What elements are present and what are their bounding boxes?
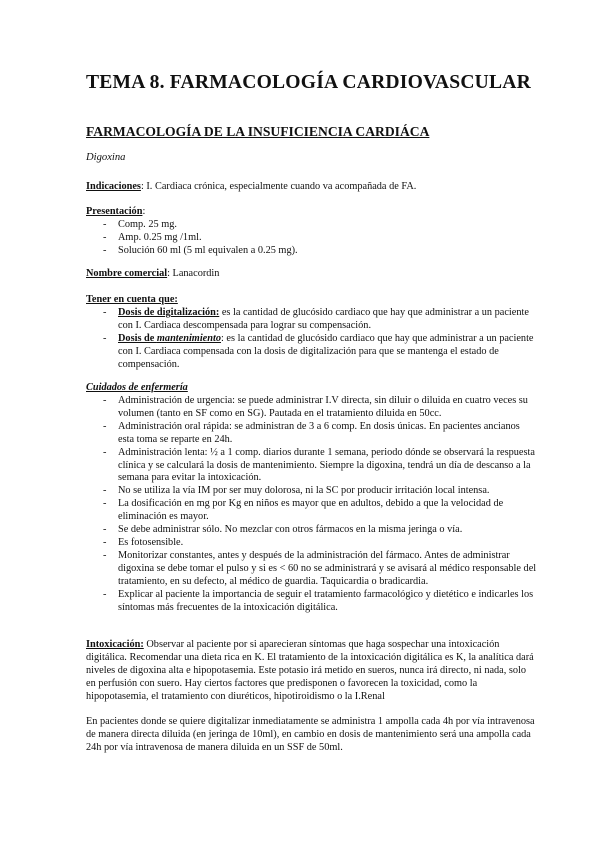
list-item-text: Explicar al paciente la importancia de seguir el tratamiento farmacológico y dietético e indicarles los síntomas más frecuentes de la intoxicación digitálica. bbox=[118, 588, 534, 613]
intoxicacion-label: Intoxicación: bbox=[86, 639, 144, 650]
drug-name: Digoxina bbox=[86, 152, 126, 163]
presentacion-list bbox=[86, 219, 538, 258]
list-item: - Se debe administrar sólo. No mezclar con otros fármacos en la misma jeringa o vía. bbox=[103, 524, 463, 536]
list-item: - Solución 60 ml (5 ml equivalen a 0.25 mg). bbox=[103, 244, 298, 256]
indicaciones-label: Indicaciones bbox=[86, 181, 141, 192]
list-item-text: Solución 60 ml (5 ml equivalen a 0.25 mg). bbox=[118, 244, 298, 256]
cuidados-heading: Cuidados de enfermería bbox=[86, 382, 188, 393]
intoxicacion-text: Observar al paciente por si aparecieran síntomas que haga sospechar una intoxicación digitálica. Recomendar una dieta rica en K. El tratamiento de la intoxicación digitálica es K, la analítica dará niveles de digoxina alta e hipopotasemia. Este potasio irá metido en sueros, nunca irá directo, ni nada, solo en perfusión con suero. Hay ciertos factores que predisponen o favorecen la toxicidad, como la hipopotasemia, el tratamiento con diuréticos, hipotiroidismo o la I.Renal bbox=[86, 639, 534, 702]
tener-list bbox=[86, 307, 538, 372]
list-item-text: es la cantidad de glucósido cardiaco que hay que administrar a un paciente con I. Cardiaca descompensada para lograr su compensación. bbox=[118, 307, 529, 331]
list-item: - Administración de urgencia: se puede administrar I.V directa, sin diluir o diluida en cuatro veces su volumen (tanto en SF como en SG). Pautada en el tratamiento diluida en 50cc. bbox=[103, 395, 528, 419]
term-digitalizacion: Dosis de digitalización: bbox=[118, 307, 220, 318]
list-item: - La dosificación en mg por Kg en niños es mayor que en adultos, debido a que la velocidad de eliminación es mayor. bbox=[103, 498, 504, 523]
presentacion-label: Presentación bbox=[86, 206, 143, 217]
list-item-text: Se debe administrar sólo. No mezclar con otros fármacos en la misma jeringa o vía. bbox=[118, 524, 463, 536]
cuidados-list bbox=[86, 395, 538, 614]
list-item: - Monitorizar constantes, antes y después de la administración del fármaco. Antes de administrar digoxina se debe tomar el pulso y si es < 60 no se administrará y se avisará al médico responsable del tratamiento, en su defecto, al médico de guardia. Taquicardia o bradicardia. bbox=[103, 549, 537, 587]
indicaciones-paragraph bbox=[86, 181, 538, 194]
nombre-text: : Lanacordin bbox=[167, 268, 220, 279]
nombre-paragraph bbox=[86, 268, 538, 281]
list-item-text: Monitorizar constantes, antes y después de la administración del fármaco. Antes de administrar digoxina se debe tomar el pulso y si es < 60 no se administrará y se avisará al médico responsable del tratamiento, en su defecto, al médico de guardia. Taquicardia o bradicardia. bbox=[118, 549, 537, 587]
list-item-text: Administración oral rápida: se administran de 3 a 6 comp. En dosis únicas. En pacientes ancianos esta toma se reparte en 24h. bbox=[118, 420, 520, 445]
list-item-text: Comp. 25 mg. bbox=[118, 219, 177, 230]
list-item-text: Es fotosensible. bbox=[118, 536, 184, 548]
list-item-text: Administración lenta: ½ a 1 comp. diarios durante 1 semana, periodo dónde se observará la respuesta clínica y se calculará la dosis de mantenimiento. Siempre la digoxina, tendrá un día de descanso a la semana para evitar la intoxicación. bbox=[118, 446, 535, 484]
list-item: - Dosis de digitalización: es la cantidad de glucósido cardiaco que hay que administrar a un paciente con I. Cardiaca descompensada para lograr su compensación. bbox=[103, 307, 529, 331]
list-item: - Es fotosensible. bbox=[103, 536, 184, 548]
list-item: - Comp. 25 mg. bbox=[103, 219, 177, 230]
list-item: - Administración oral rápida: se administran de 3 a 6 comp. En dosis únicas. En pacientes ancianos esta toma se reparte en 24h. bbox=[103, 420, 520, 445]
list-item: - Amp. 0.25 mg /1ml. bbox=[103, 231, 202, 243]
list-item-text: : es la cantidad de glucósido cardiaco que hay que administrar a un paciente con I. Cardiaca compensada con la dosis de digitalización para que se mantenga el estado de compensación. bbox=[118, 332, 534, 370]
final-paragraph: En pacientes donde se quiere digitalizar inmediatamente se administra 1 ampolla cada 4h por vía intravenosa de manera directa diluida (en jeringa de 10ml), en cambio en dosis de mantenimiento será una ampolla cada 24h por vía intravenosa de manera diluida en un SSF de 50ml. bbox=[86, 716, 535, 753]
list-item-text: Amp. 0.25 mg /1ml. bbox=[118, 231, 202, 243]
list-item: - Explicar al paciente la importancia de seguir el tratamiento farmacológico y dietético e indicarles los síntomas más frecuentes de la intoxicación digitálica. bbox=[103, 588, 534, 613]
list-item-text: La dosificación en mg por Kg en niños es mayor que en adultos, debido a que la velocidad de eliminación es mayor. bbox=[118, 498, 504, 523]
term-mantenimiento: Dosis de mantenimiento bbox=[118, 332, 221, 344]
list-item: - No se utiliza la vía IM por ser muy dolorosa, ni la SC por producir irritación local intensa. bbox=[103, 485, 490, 497]
tener-heading: Tener en cuenta que: bbox=[86, 294, 178, 305]
presentacion-heading bbox=[86, 206, 538, 219]
list-item: - Administración lenta: ½ a 1 comp. diarios durante 1 semana, periodo dónde se observará la respuesta clínica y se calculará la dosis de mantenimiento. Siempre la digoxina, tendrá un día de descanso a la semana para evitar la intoxicación. bbox=[103, 446, 535, 484]
page-title: TEMA 8. FARMACOLOGÍA CARDIOVASCULAR bbox=[86, 72, 531, 93]
presentacion-colon: : bbox=[142, 206, 146, 217]
intoxicacion-paragraph bbox=[86, 639, 538, 704]
nombre-label: Nombre comercial bbox=[86, 268, 168, 279]
indicaciones-text: : I. Cardiaca crónica, especialmente cuando va acompañada de FA. bbox=[140, 181, 417, 192]
list-item: - Dosis de mantenimiento: es la cantidad de glucósido cardiaco que hay que administrar a un paciente con I. Cardiaca compensada con la dosis de digitalización para que se mantenga el estado de compensación. bbox=[103, 332, 534, 370]
list-item-text: No se utiliza la vía IM por ser muy dolorosa, ni la SC por producir irritación local intensa. bbox=[118, 485, 490, 497]
section-heading: FARMACOLOGÍA DE LA INSUFICIENCIA CARDIÁCA bbox=[86, 124, 430, 139]
list-item-text: Administración de urgencia: se puede administrar I.V directa, sin diluir o diluida en cuatro veces su volumen (tanto en SF como en SG). Pautada en el tratamiento diluida en 50cc. bbox=[118, 395, 528, 419]
